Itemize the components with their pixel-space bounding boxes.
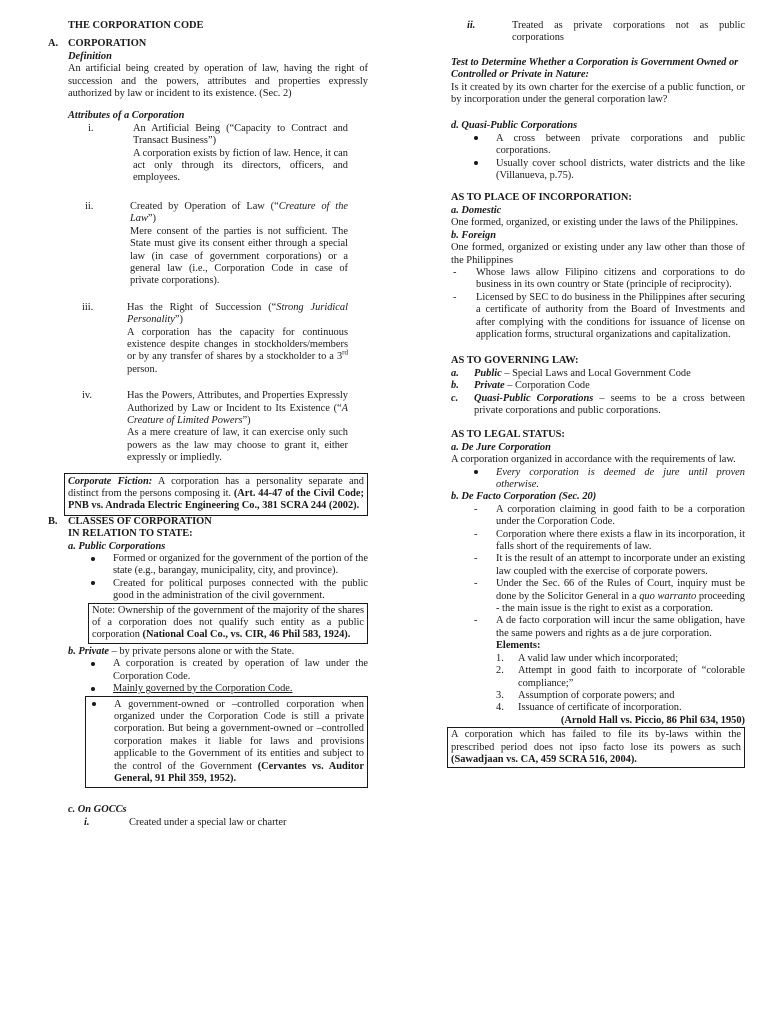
element-item: 3. Assumption of corporate powers; and <box>496 689 675 701</box>
list-item: A corporation is created by operation of law under the Corporation Code. <box>68 658 368 683</box>
legal-heading: AS TO LEGAL STATUS: <box>451 429 565 441</box>
private-corporations <box>68 646 368 696</box>
attribute-item-4: iv. Has the Powers, Attributes, and Properties Expressly Authorized by Law or Incident to Its Existence (“A Creature of Limited Powers”) As a mere creature of law, it can exercise only such powers as the law may choose to grant it, either expressly or impliedly. <box>82 390 348 464</box>
definition-block <box>68 51 368 465</box>
public-corporations <box>68 541 368 603</box>
quasi-heading: d. Quasi-Public Corporations <box>451 120 578 132</box>
domestic-text: One formed, organized, or existing under the laws of the Philippines. <box>451 217 738 229</box>
bullet-icon <box>91 687 95 691</box>
corporate-fiction-box: Corporate Fiction: A corporation has a personality separate and distinct from the persons composing it. (Art. 44-47 of the Civil Code; PNB vs. Andrada Electric Engineering Co., 381 SCRA 244 (2002). <box>64 473 368 516</box>
attribute-text: Mere consent of the parties is not sufficient. The State must give its consent either through a special law (in case of government corporations) or a general law (i.e., Corporation Code in case of private corporations). <box>130 225 348 287</box>
attribute-title: Has the Powers, Attributes, and Properties Expressly Authorized by Law or Incident to Its Existence (“A Creature of Limited Powers”) <box>127 390 348 426</box>
element-item: 2. Attempt in good faith to incorporate of “colorable compliance;” <box>496 665 745 689</box>
list-item: - A corporation claiming in good faith to be a corporation under the Corporation Code. <box>474 503 745 528</box>
section-a-heading: A. CORPORATION <box>48 38 147 50</box>
attribute-item-1: i. An Artificial Being (“Capacity to Contract and Transact Business”) A corporation exists by fiction of law. Hence, it can act only through its directors, officers, and employees. <box>88 122 348 184</box>
governing-item: a. Public – Special Laws and Local Government Code <box>451 367 691 379</box>
section-b-heading: B. CLASSES OF CORPORATION IN RELATION TO STATE: <box>48 515 212 540</box>
elements-label: Elements: <box>496 640 541 652</box>
list-item: - Corporation where there exists a flaw in its incorporation, it falls short of the requirements of law. <box>474 528 745 553</box>
element-item: 4. Issuance of certificate of incorporation. <box>496 702 682 714</box>
list-item: - Under the Sec. 66 of the Rules of Court, inquiry must be done by the Solicitor General in a quo warranto proceeding - the main issue is the right to exist as a corporation. <box>474 578 745 615</box>
attribute-text: A corporation exists by fiction of law. Hence, it can act only through its directors, officers, and employees. <box>133 147 348 184</box>
bullet-icon <box>474 470 478 474</box>
list-item: A cross between private corporations and public corporations. <box>451 133 745 158</box>
attributes-heading: Attributes of a Corporation <box>68 110 185 122</box>
bullet-icon <box>91 557 95 561</box>
bullet-icon <box>474 161 478 165</box>
list-item: - It is the result of an attempt to incorporate under an existing law coupled with the exercise of corporate powers. <box>474 553 746 577</box>
dejure-text: A corporation organized in accordance with the requirements of law. <box>451 454 736 466</box>
attribute-title: Created by Operation of Law (“Creature of the Law”) <box>130 200 348 225</box>
element-item: 1. A valid law under which incorporated; <box>496 652 679 664</box>
public-heading: a. Public Corporations <box>68 540 166 552</box>
bullet-icon <box>91 581 95 585</box>
bylaws-box: A corporation which has failed to file its by-laws within the prescribed period does not ipso facto lose its powers as such (Sawadjaan vs. CA, 459 SCRA 516, 2004). <box>447 727 745 768</box>
foreign-text: One formed, organized or existing under any law other than those of the Philippines <box>451 242 745 266</box>
list-item: Every corporation is deemed de jure until proven otherwise. <box>451 467 745 492</box>
test-heading: Test to Determine Whether a Corporation is Government Owned or Controlled or Private in Nature: <box>451 56 739 81</box>
gocc-item-ii: ii. Treated as private corporations not as public corporations <box>467 20 745 44</box>
elements-citation: (Arnold Hall vs. Piccio, 86 Phil 634, 1950) <box>560 714 745 726</box>
list-item: - A de facto corporation will incur the same obligation, have the same powers and rights as a de jure corporation. <box>474 615 745 639</box>
list-item: i. Created under a special law or charter <box>84 816 287 828</box>
governing-item: c. Quasi-Public Corporations – seems to be a cross between private corporations and public corporations. <box>451 392 745 416</box>
document-title: THE CORPORATION CODE <box>68 20 204 31</box>
attribute-text: A corporation has the capacity for continuous existence despite changes in stockholders/members or by any transfer of shares by a stockholder to a 3rd person. <box>127 326 348 375</box>
attribute-title: An Artificial Being (“Capacity to Contract and Transact Business”) <box>133 122 348 147</box>
governing-heading: AS TO GOVERNING LAW: <box>451 355 579 367</box>
list-item: Usually cover school districts, water districts and the like (Villanueva, p.75). <box>451 158 745 183</box>
list-item: Mainly governed by the Corporation Code. <box>68 683 368 695</box>
gocc-box: A government-owned or –controlled corporation when organized under the Corporation Code is still a private corporation. But being a government-owned or –controlled corporation makes it liable for laws and provisions applicable to the Government of its entities and subject to the control of the Government (Cervantes vs. Auditor General, 91 Phil 359, 1952). <box>85 696 368 789</box>
list-item: - Whose laws allow Filipino citizens and corporations to do business in its own country or State (principle of reciprocity). <box>453 266 745 291</box>
bullet-icon <box>91 662 95 666</box>
governing-item: b. Private – Corporation Code <box>451 380 590 392</box>
list-item: Formed or organized for the government of the portion of the state (e.g., barangay, municipality, city, and province). <box>68 553 368 578</box>
list-item: Created for political purposes connected with the public good in the administration of the civil government. <box>68 578 368 603</box>
goccs-heading: c. On GOCCs <box>68 804 127 816</box>
attribute-item-3: iii. Has the Right of Succession (“Strong Juridical Personality”) A corporation has the capacity for continuous existence despite changes in stockholders/members or by any transfer of shares by a stockholder to a 3rd person. <box>82 301 349 375</box>
dejure-label: a. De Jure Corporation <box>451 441 551 453</box>
right-column <box>451 20 745 768</box>
bullet-icon <box>474 136 478 140</box>
attribute-text: As a mere creature of law, it can exercise only such powers as the law may choose to grant it, either expressly or impliedly. <box>127 427 348 464</box>
attribute-title: Has the Right of Succession (“Strong Juridical Personality”) <box>127 301 349 326</box>
ownership-note-box: Note: Ownership of the government of the majority of the shares of a corporation does not qualify such entity as a public corporation (National Coal Co., vs. CIR, 46 Phil 583, 1924). <box>88 603 368 644</box>
left-column <box>48 20 368 829</box>
place-heading: AS TO PLACE OF INCORPORATION: <box>451 192 632 204</box>
domestic-label: a. Domestic <box>451 204 502 216</box>
bullet-icon <box>92 702 96 706</box>
private-heading: b. Private – by private persons alone or with the State. <box>68 645 295 657</box>
goccs-section <box>68 804 368 829</box>
test-text: Is it created by its own charter for the exercise of a public function, or by incorporation under the general corporation law? <box>451 81 745 106</box>
foreign-label: b. Foreign <box>451 229 497 241</box>
defacto-label: b. De Facto Corporation (Sec. 20) <box>451 491 597 503</box>
definition-text: An artificial being created by operation of law, having the right of succession and the powers, attributes and properties expressly authorized by law or incident to its existence. (Sec. 2) <box>68 63 368 100</box>
attribute-item-2: ii. Created by Operation of Law (“Creature of the Law”) Mere consent of the parties is not sufficient. The State must give its consent either through a special law (in case of government corporations) or a general law (i.e., Corporation Code in case of private corporations). <box>85 200 348 287</box>
list-item: - Licensed by SEC to do business in the Philippines after securing a certificate of authority from the Board of Investments and after complying with the conditions for issuance of license on application forms, structural organizations and capitalization. <box>453 291 745 340</box>
definition-heading: Definition <box>68 50 112 62</box>
